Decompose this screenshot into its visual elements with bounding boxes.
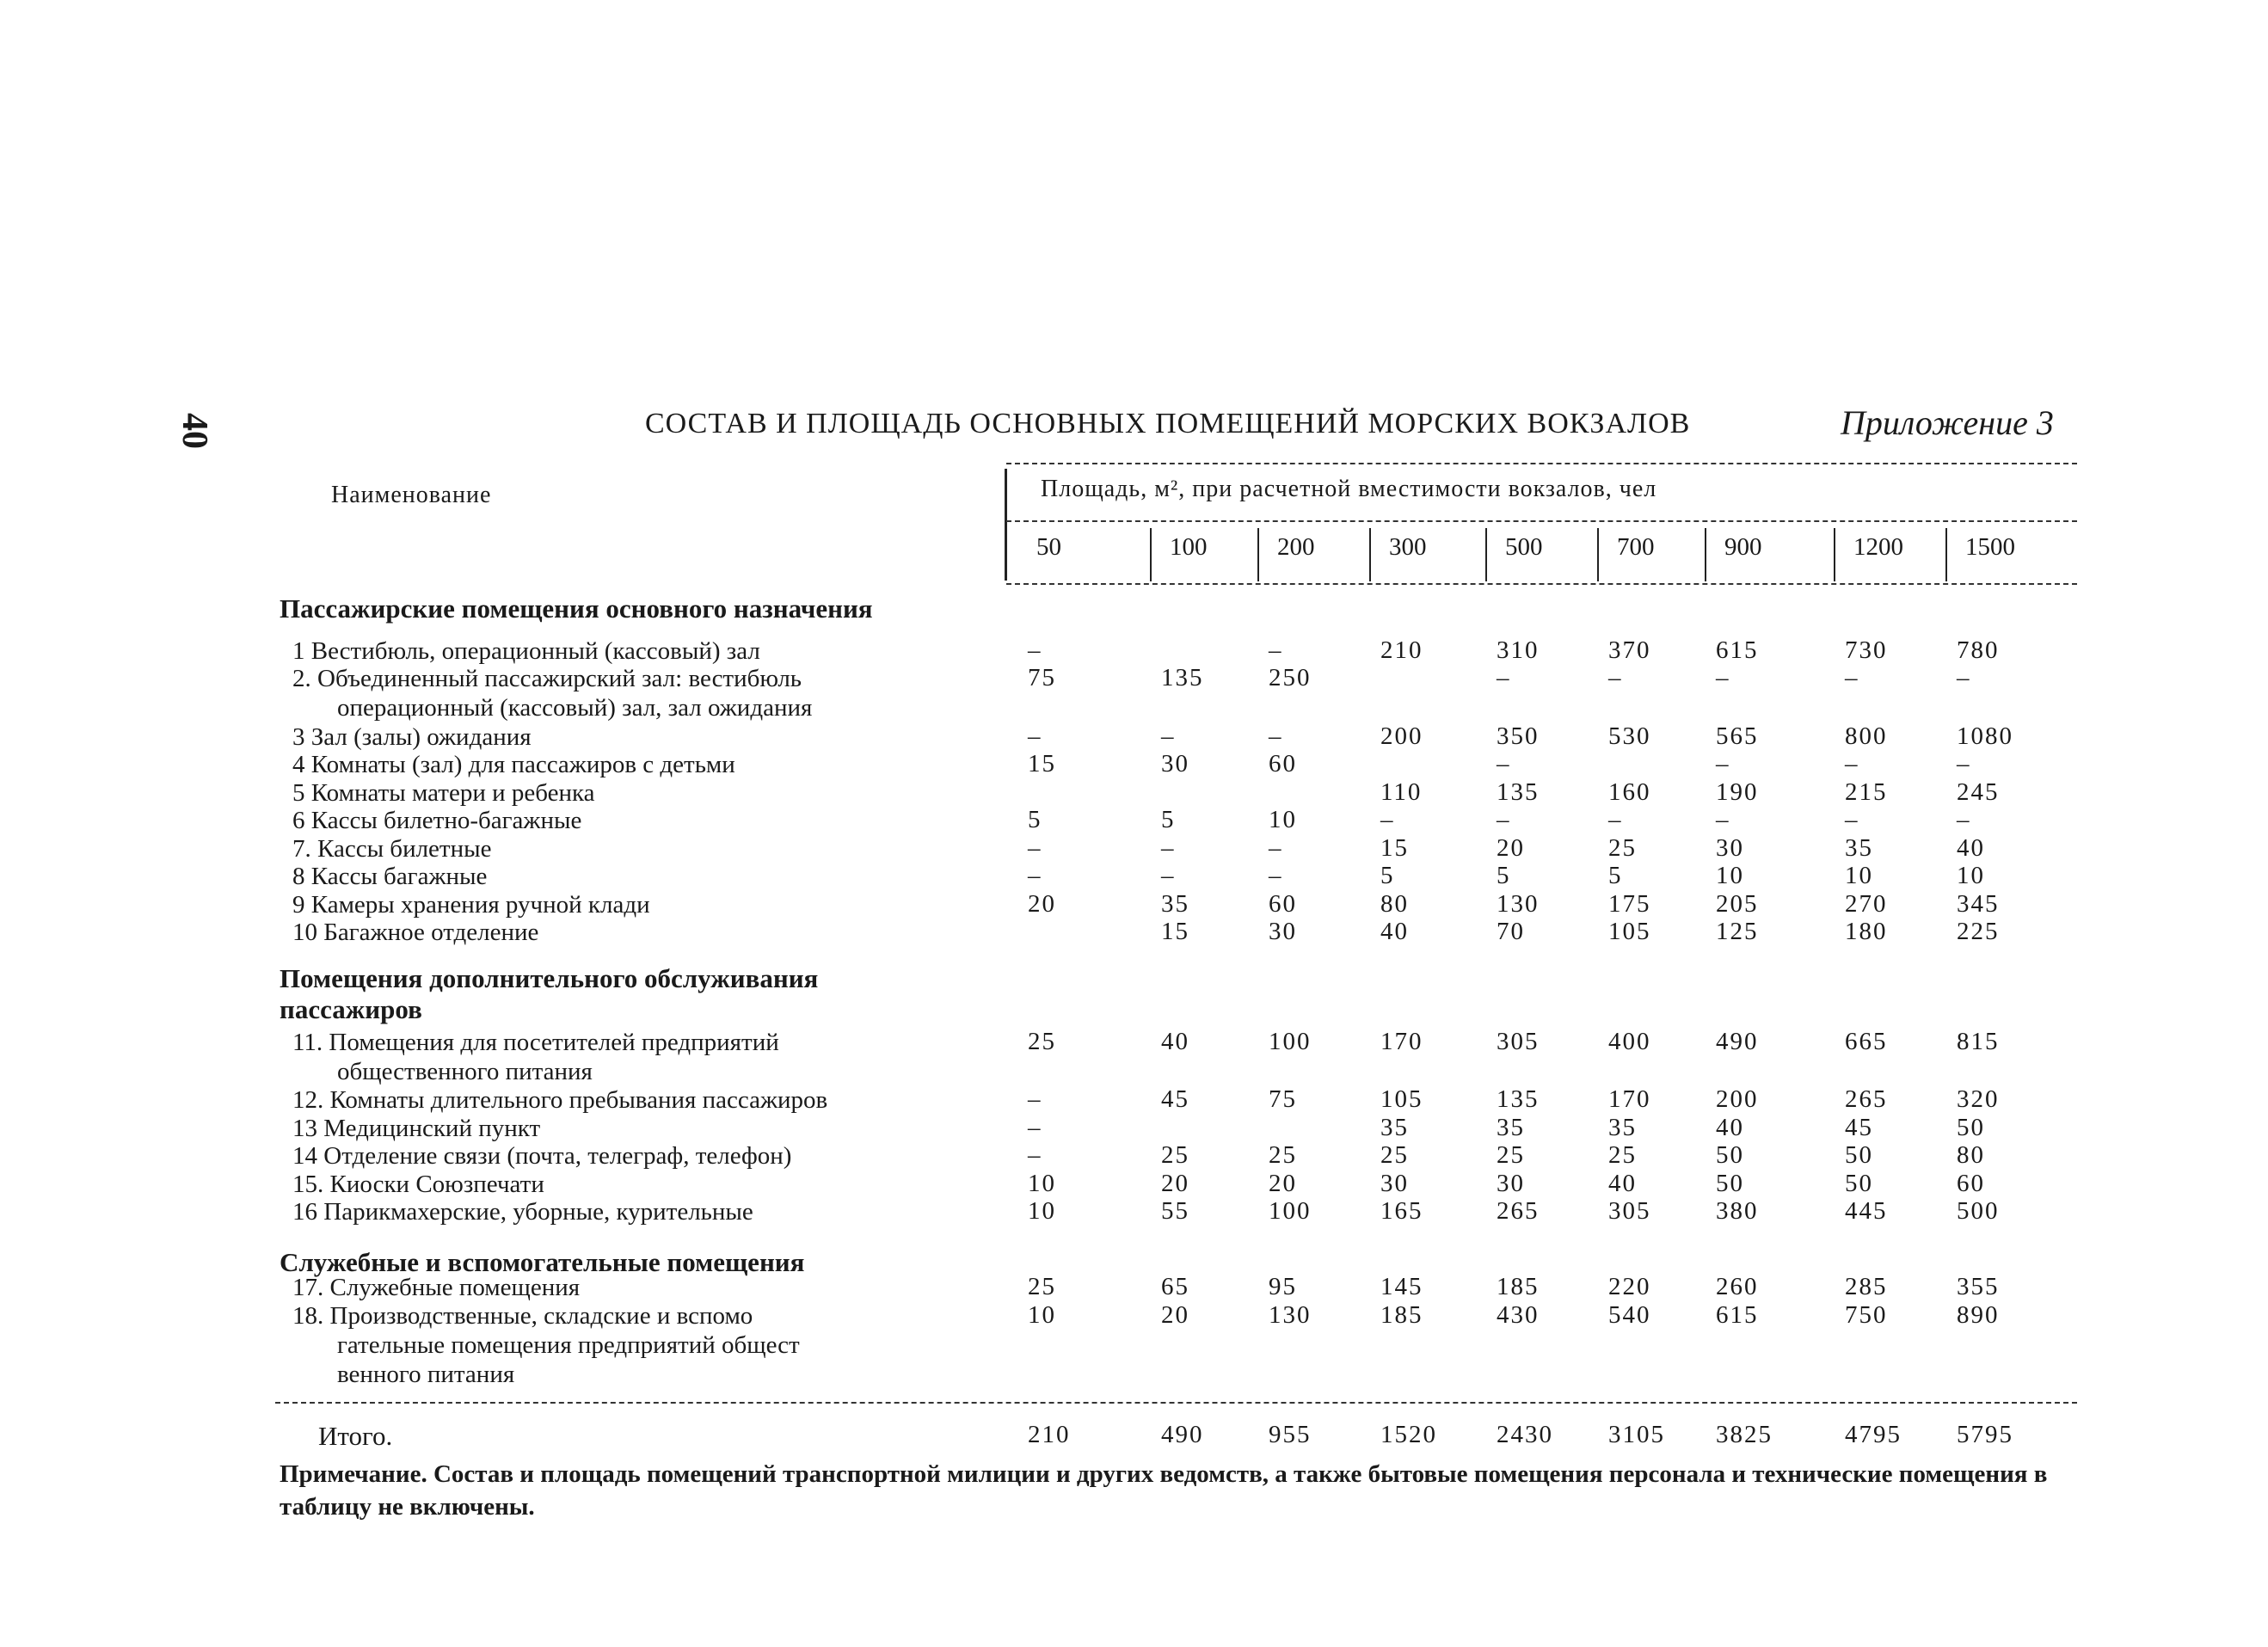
table-cell: 1080 (1957, 722, 2013, 750)
table-cell: – (1028, 1141, 1042, 1169)
table-cell: 105 (1608, 918, 1651, 945)
table-cell: 100 (1269, 1197, 1312, 1225)
table-cell: 245 (1957, 778, 2000, 806)
table-cell: 40 (1608, 1170, 1637, 1197)
table-cell: 30 (1269, 918, 1297, 945)
table-cell: 15 (1161, 918, 1189, 945)
table-cell: 50 (1716, 1141, 1744, 1169)
table-cell: – (1028, 636, 1042, 664)
row-label (292, 862, 487, 891)
table-cell: 30 (1161, 750, 1189, 777)
table-cell: 20 (1028, 890, 1056, 918)
row-label (292, 1085, 827, 1115)
table-cell: – (1028, 722, 1042, 750)
row-label (292, 1028, 779, 1086)
header-divider (1005, 469, 1007, 581)
table-cell: 615 (1716, 1301, 1759, 1329)
table-cell: 55 (1161, 1197, 1189, 1225)
row-label-line: гательные помещения предприятий общест (337, 1331, 800, 1359)
table-cell: 80 (1957, 1141, 1985, 1169)
table-cell: 125 (1716, 918, 1759, 945)
table-cell: 565 (1716, 722, 1759, 750)
row-label-line: операционный (кассовый) зал, зал ожидания (337, 694, 813, 722)
table-cell: – (1497, 806, 1511, 833)
total-cell: 3105 (1608, 1421, 1665, 1448)
row-label (292, 918, 538, 947)
capacity-header-cell: 900 (1724, 533, 1762, 561)
table-cell: 40 (1161, 1028, 1189, 1055)
table-cell: – (1608, 806, 1623, 833)
table-cell: – (1028, 834, 1042, 862)
table-cell: 445 (1845, 1197, 1888, 1225)
row-label (292, 664, 812, 722)
capacity-header-cell: 500 (1505, 533, 1543, 561)
table-cell: 50 (1716, 1170, 1744, 1197)
table-cell: 540 (1608, 1301, 1651, 1329)
table-cell: 40 (1957, 834, 1985, 862)
row-label (292, 750, 735, 779)
table-cell: 35 (1380, 1114, 1409, 1141)
table-cell: 225 (1957, 918, 2000, 945)
table-cell: 30 (1380, 1170, 1409, 1197)
table-cell: 5 (1161, 806, 1176, 833)
total-cell: 5795 (1957, 1421, 2013, 1448)
table-cell: 20 (1161, 1170, 1189, 1197)
capacity-header-cell: 50 (1036, 533, 1061, 561)
table-cell: 25 (1497, 1141, 1525, 1169)
row-label (292, 1197, 753, 1226)
table-cell: 10 (1028, 1301, 1056, 1329)
table-cell: 25 (1608, 1141, 1637, 1169)
footnote: Примечание. Состав и площадь помещений транспортной милиции и других ведомств, а также бытовые помещения персонала и технические помещения в таблицу не включены. (280, 1460, 2048, 1521)
capacity-separator (1834, 528, 1835, 581)
table-cell: 175 (1608, 890, 1651, 918)
capacity-header-cell: 1500 (1965, 533, 2015, 561)
row-label (292, 890, 650, 919)
capacity-separator (1705, 528, 1706, 581)
row-label-line: 3 Зал (залы) ожидания (292, 723, 532, 751)
table-cell: 25 (1380, 1141, 1409, 1169)
table-cell: 260 (1716, 1273, 1759, 1300)
table-cell: 750 (1845, 1301, 1888, 1329)
table-cell: 25 (1028, 1273, 1056, 1300)
row-label-line: 11. Помещения для посетителей предприятий (292, 1029, 779, 1056)
table-cell: 250 (1269, 664, 1312, 691)
row-label (292, 1301, 800, 1389)
table-cell: 130 (1497, 890, 1540, 918)
table-cell: 215 (1845, 778, 1888, 806)
row-label-line: 17. Служебные помещения (292, 1274, 581, 1301)
table-cell: 50 (1845, 1170, 1873, 1197)
section-title: Служебные и вспомогательные помещения (280, 1247, 805, 1277)
section-title: Помещения дополнительного обслуживания пассажиров (280, 963, 819, 1024)
row-label-line: общественного питания (337, 1058, 593, 1085)
table-cell: 160 (1608, 778, 1651, 806)
table-cell: 10 (1269, 806, 1297, 833)
row-label-line: 10 Багажное отделение (292, 919, 539, 946)
table-cell: 220 (1608, 1273, 1651, 1300)
table-cell: – (1161, 862, 1176, 889)
table-cell: 170 (1608, 1085, 1651, 1113)
table-cell: 815 (1957, 1028, 2000, 1055)
total-cell: 1520 (1380, 1421, 1437, 1448)
capacity-separator (1257, 528, 1259, 581)
table-cell: – (1497, 664, 1511, 691)
header-mid-rule (1006, 520, 2077, 522)
table-cell: 165 (1380, 1197, 1423, 1225)
row-label-line: 2. Объединенный пассажирский зал: вестибюль (292, 665, 802, 692)
row-label-line: 9 Камеры хранения ручной клади (292, 891, 650, 919)
table-cell: 135 (1497, 1085, 1540, 1113)
capacity-separator (1485, 528, 1487, 581)
table-cell: – (1161, 722, 1176, 750)
row-label-line: 6 Кассы билетно-багажные (292, 807, 582, 834)
table-cell: 100 (1269, 1028, 1312, 1055)
row-label (292, 806, 581, 835)
table-cell: 800 (1845, 722, 1888, 750)
table-cell: – (1957, 806, 1971, 833)
table-cell: 350 (1497, 722, 1540, 750)
row-label-line: 14 Отделение связи (почта, телеграф, телефон) (292, 1142, 792, 1170)
table-cell: – (1269, 862, 1283, 889)
table-cell: 60 (1269, 750, 1297, 777)
table-cell: 210 (1380, 636, 1423, 664)
table-cell: 35 (1608, 1114, 1637, 1141)
table-cell: 30 (1716, 834, 1744, 862)
row-label (292, 722, 532, 752)
table-cell: 25 (1161, 1141, 1189, 1169)
page-title: СОСТАВ И ПЛОЩАДЬ ОСНОВНЫХ ПОМЕЩЕНИЙ МОРСКИХ ВОКЗАЛОВ (645, 408, 1691, 439)
total-rule (275, 1402, 2077, 1404)
table-cell: – (1716, 750, 1730, 777)
row-label (292, 1141, 791, 1171)
table-cell: 110 (1380, 778, 1423, 806)
table-cell: 40 (1380, 918, 1409, 945)
table-cell: 270 (1845, 890, 1888, 918)
table-cell: – (1028, 1114, 1042, 1141)
total-cell: 2430 (1497, 1421, 1553, 1448)
table-cell: – (1845, 664, 1859, 691)
header-bottom-rule (1006, 583, 2077, 585)
table-cell: – (1497, 750, 1511, 777)
table-cell: 70 (1497, 918, 1525, 945)
table-cell: 200 (1716, 1085, 1759, 1113)
row-label (292, 636, 760, 666)
row-label-line: 7. Кассы билетные (292, 835, 492, 863)
table-cell: – (1161, 834, 1176, 862)
table-cell: 5 (1380, 862, 1395, 889)
table-cell: 320 (1957, 1085, 2000, 1113)
table-cell: – (1269, 722, 1283, 750)
table-cell: 200 (1380, 722, 1423, 750)
table-cell: 40 (1716, 1114, 1744, 1141)
table-cell: – (1957, 750, 1971, 777)
capacity-separator (1150, 528, 1152, 581)
table-cell: 615 (1716, 636, 1759, 664)
table-cell: 370 (1608, 636, 1651, 664)
table-cell: 305 (1608, 1197, 1651, 1225)
table-cell: 490 (1716, 1028, 1759, 1055)
table-cell: 265 (1845, 1085, 1888, 1113)
table-cell: 400 (1608, 1028, 1651, 1055)
appendix-label: Приложение 3 (1841, 403, 2054, 442)
table-cell: 50 (1957, 1114, 1985, 1141)
capacity-header-cell: 700 (1617, 533, 1655, 561)
table-cell: 185 (1497, 1273, 1540, 1300)
row-label (292, 778, 595, 808)
row-label (292, 1170, 544, 1199)
table-cell: 35 (1845, 834, 1873, 862)
header-top-rule (1006, 463, 2077, 464)
table-cell: 15 (1028, 750, 1056, 777)
table-cell: 45 (1161, 1085, 1189, 1113)
capacity-header-cell: 200 (1277, 533, 1315, 561)
table-cell: 890 (1957, 1301, 2000, 1329)
table-cell: 80 (1380, 890, 1409, 918)
table-cell: 30 (1497, 1170, 1525, 1197)
table-cell: – (1608, 664, 1623, 691)
capacity-header-cell: 300 (1389, 533, 1427, 561)
table-cell: 665 (1845, 1028, 1888, 1055)
table-cell: 190 (1716, 778, 1759, 806)
table-cell: 180 (1845, 918, 1888, 945)
row-label (292, 1114, 540, 1143)
row-label-line: 5 Комнаты матери и ребенка (292, 779, 595, 807)
table-cell: 50 (1845, 1141, 1873, 1169)
column-header-area: Площадь, м², при расчетной вместимости вокзалов, чел (1041, 476, 1657, 502)
row-label (292, 1273, 580, 1302)
row-label-line: 13 Медицинский пункт (292, 1115, 541, 1142)
row-label-line: 1 Вестибюль, операционный (кассовый) зал (292, 637, 760, 665)
table-cell: – (1716, 806, 1730, 833)
table-cell: 305 (1497, 1028, 1540, 1055)
row-label (292, 834, 491, 863)
table-cell: 10 (1028, 1197, 1056, 1225)
table-cell: 500 (1957, 1197, 2000, 1225)
total-cell: 3825 (1716, 1421, 1773, 1448)
capacity-header-cell: 100 (1170, 533, 1208, 561)
total-cell: 4795 (1845, 1421, 1902, 1448)
table-cell: 105 (1380, 1085, 1423, 1113)
table-cell: 130 (1269, 1301, 1312, 1329)
total-cell: 955 (1269, 1421, 1312, 1448)
table-cell: – (1845, 750, 1859, 777)
capacity-separator (1597, 528, 1599, 581)
table-cell: – (1845, 806, 1859, 833)
table-cell: 265 (1497, 1197, 1540, 1225)
table-cell: 20 (1497, 834, 1525, 862)
table-cell: 170 (1380, 1028, 1423, 1055)
row-label-line: 15. Киоски Союзпечати (292, 1171, 544, 1198)
table-cell: 60 (1957, 1170, 1985, 1197)
table-cell: 5 (1028, 806, 1042, 833)
total-label: Итого. (318, 1421, 393, 1451)
table-cell: 380 (1716, 1197, 1759, 1225)
table-cell: 25 (1028, 1028, 1056, 1055)
table-cell: 310 (1497, 636, 1540, 664)
table-cell: 60 (1269, 890, 1297, 918)
table-cell: 285 (1845, 1273, 1888, 1300)
table-cell: 355 (1957, 1273, 2000, 1300)
table-cell: 145 (1380, 1273, 1423, 1300)
table-cell: 25 (1608, 834, 1637, 862)
table-cell: – (1028, 1085, 1042, 1113)
table-cell: 25 (1269, 1141, 1297, 1169)
table-cell: 135 (1497, 778, 1540, 806)
table-cell: 35 (1497, 1114, 1525, 1141)
row-label-line: 16 Парикмахерские, уборные, курительные (292, 1198, 753, 1226)
table-cell: 10 (1957, 862, 1985, 889)
column-header-name: Наименование (331, 482, 492, 508)
table-cell: 10 (1028, 1170, 1056, 1197)
page-number: 40 (175, 413, 214, 449)
table-cell: 5 (1608, 862, 1623, 889)
table-cell: – (1957, 664, 1971, 691)
capacity-header-cell: 1200 (1853, 533, 1903, 561)
table-cell: 10 (1845, 862, 1873, 889)
table-cell: 780 (1957, 636, 2000, 664)
table-cell: 430 (1497, 1301, 1540, 1329)
table-cell: 530 (1608, 722, 1651, 750)
row-label-line: 8 Кассы багажные (292, 863, 488, 890)
table-cell: 135 (1161, 664, 1204, 691)
table-cell: 205 (1716, 890, 1759, 918)
row-label-line: 4 Комнаты (зал) для пассажиров с детьми (292, 751, 735, 778)
table-cell: 95 (1269, 1273, 1297, 1300)
table-cell: 20 (1269, 1170, 1297, 1197)
row-label-line: венного питания (337, 1361, 515, 1388)
table-cell: – (1380, 806, 1395, 833)
table-cell: 185 (1380, 1301, 1423, 1329)
table-cell: – (1269, 834, 1283, 862)
table-cell: 345 (1957, 890, 2000, 918)
capacity-separator (1945, 528, 1947, 581)
table-cell: – (1028, 862, 1042, 889)
table-cell: – (1716, 664, 1730, 691)
table-cell: – (1269, 636, 1283, 664)
total-cell: 490 (1161, 1421, 1204, 1448)
section-title: Пассажирские помещения основного назначения (280, 593, 873, 624)
row-label-line: 18. Производственные, складские и вспомо (292, 1302, 753, 1330)
total-cell: 210 (1028, 1421, 1071, 1448)
table-cell: 45 (1845, 1114, 1873, 1141)
table-cell: 75 (1028, 664, 1056, 691)
table-cell: 65 (1161, 1273, 1189, 1300)
table-cell: 75 (1269, 1085, 1297, 1113)
table-cell: 15 (1380, 834, 1409, 862)
table-cell: 10 (1716, 862, 1744, 889)
capacity-separator (1369, 528, 1371, 581)
table-cell: 5 (1497, 862, 1511, 889)
table-cell: 730 (1845, 636, 1888, 664)
row-label-line: 12. Комнаты длительного пребывания пассажиров (292, 1086, 828, 1114)
table-cell: 35 (1161, 890, 1189, 918)
table-cell: 20 (1161, 1301, 1189, 1329)
